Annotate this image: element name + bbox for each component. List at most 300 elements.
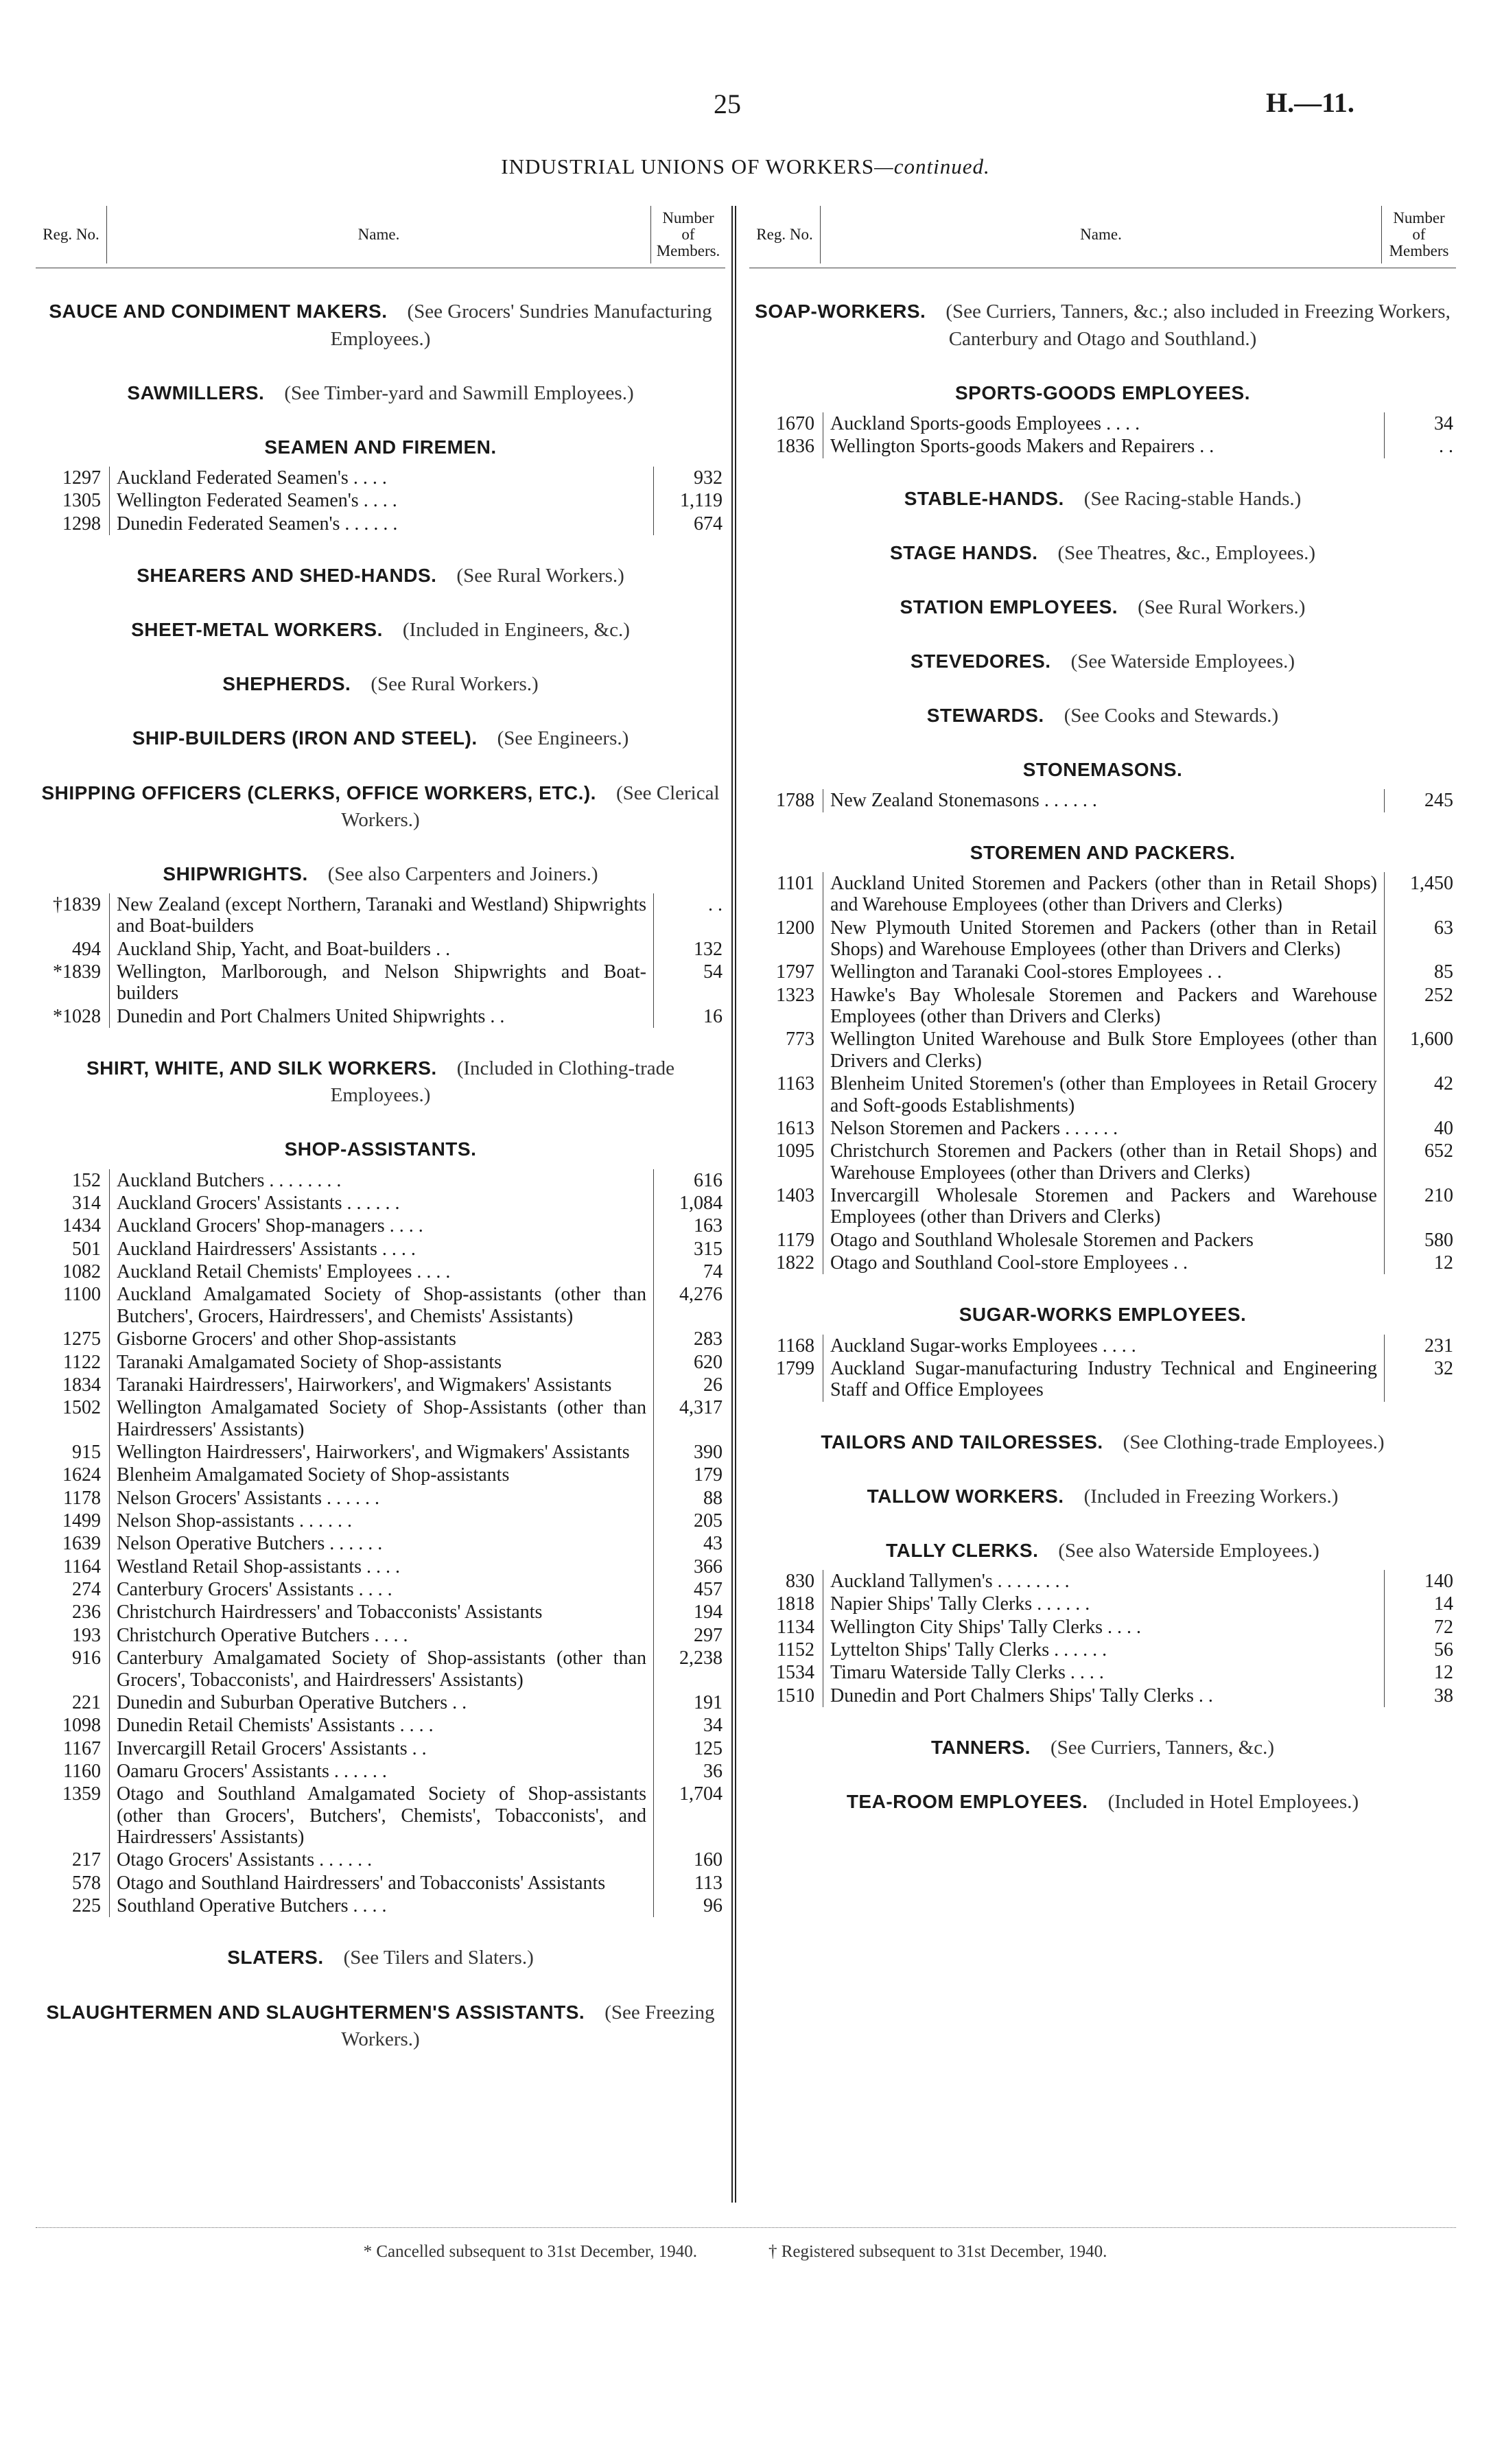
section-title xyxy=(749,648,1456,675)
section xyxy=(749,380,1456,458)
section-title xyxy=(36,780,725,834)
section-heading: SLAUGHTERMEN AND SLAUGHTERMEN'S ASSISTANTS. xyxy=(46,2001,585,2023)
union-name: Lyttelton Ships' Tally Clerks . . . . . . xyxy=(830,1639,1107,1661)
reg-number: 1818 xyxy=(749,1593,823,1615)
member-count: 63 xyxy=(1385,917,1457,961)
section-heading: STEWARDS. xyxy=(926,705,1044,727)
union-name: Timaru Waterside Tally Clerks . . . . xyxy=(830,1662,1104,1684)
section xyxy=(36,861,725,1028)
table-row xyxy=(749,984,1456,1029)
section-title xyxy=(749,540,1456,567)
reg-number: 1534 xyxy=(749,1661,823,1684)
section-title xyxy=(749,594,1456,621)
member-count: 42 xyxy=(1385,1072,1457,1117)
member-count: 194 xyxy=(654,1601,726,1623)
table-row xyxy=(749,1357,1456,1402)
section-title xyxy=(36,1055,725,1109)
section-title xyxy=(749,703,1456,729)
reg-number: 1297 xyxy=(36,467,110,489)
section-heading: TEA-ROOM EMPLOYEES. xyxy=(846,1791,1088,1813)
union-name: Blenheim Amalgamated Society of Shop-assistants xyxy=(117,1464,510,1486)
table-row xyxy=(749,1184,1456,1229)
member-count: 163 xyxy=(654,1215,726,1237)
section-title xyxy=(36,725,725,752)
member-count: 12 xyxy=(1385,1661,1457,1684)
reg-number: 1403 xyxy=(749,1184,823,1229)
table-row xyxy=(36,1441,725,1464)
union-name: New Plymouth United Storemen and Packers (other than in Retail Shops) and Warehouse Employees (other than Drivers and Clerks) xyxy=(830,917,1377,960)
union-name: Blenheim United Storemen's (other than Employees in Retail Grocery and Soft-goods Establishments) xyxy=(830,1073,1377,1116)
section xyxy=(749,840,1456,1275)
section-title xyxy=(749,840,1456,867)
reg-number: 1499 xyxy=(36,1510,110,1532)
member-count: 26 xyxy=(654,1374,726,1396)
reg-number: 1164 xyxy=(36,1556,110,1578)
section xyxy=(749,298,1456,352)
member-count: 4,317 xyxy=(654,1396,726,1441)
member-count: 132 xyxy=(654,938,726,961)
member-count: 12 xyxy=(1385,1252,1457,1274)
section-heading: SPORTS-GOODS EMPLOYEES. xyxy=(954,382,1250,403)
section-title xyxy=(36,1945,725,1971)
reg-number: 1275 xyxy=(36,1328,110,1350)
member-count: 1,450 xyxy=(1385,872,1457,917)
union-name: Dunedin and Port Chalmers Ships' Tally Clerks . . xyxy=(830,1685,1213,1706)
table-row xyxy=(36,1351,725,1374)
union-name: Wellington Federated Seamen's . . . . xyxy=(117,490,397,512)
member-count: 252 xyxy=(1385,984,1457,1029)
section-note: (See Timber-yard and Sawmill Employees.) xyxy=(284,382,634,404)
union-name: Auckland Ship, Yacht, and Boat-builders . . xyxy=(117,938,451,960)
reg-number: 1434 xyxy=(36,1215,110,1237)
column-divider xyxy=(731,206,736,2203)
table-row xyxy=(749,412,1456,435)
table-row xyxy=(749,789,1456,812)
section-title xyxy=(749,757,1456,784)
union-name: Otago and Southland Amalgamated Society of Shop-assistants (other than Grocers', Butchers', Chemists', Tobacconists', and Hairdressers' Assistants) xyxy=(117,1783,646,1849)
section-note: (See Grocers' Sundries Manufacturing Employees.) xyxy=(330,301,712,350)
member-count: 160 xyxy=(654,1849,726,1871)
section-title xyxy=(36,434,725,461)
reg-number: 578 xyxy=(36,1872,110,1894)
table-row xyxy=(36,1215,725,1237)
section-heading: SLATERS. xyxy=(227,1947,324,1969)
section-note: (See Rural Workers.) xyxy=(1138,596,1306,618)
reg-number: *1028 xyxy=(36,1005,110,1028)
table-row xyxy=(749,435,1456,458)
name-header: Name. xyxy=(821,206,1382,263)
table-row xyxy=(36,1578,725,1601)
section-title xyxy=(36,861,725,888)
union-name: Hawke's Bay Wholesale Storemen and Packers and Warehouse Employees (other than Drivers and Clerks) xyxy=(830,984,1377,1028)
union-name: Taranaki Hairdressers', Hairworkers', and Wigmakers' Assistants xyxy=(117,1374,612,1396)
table-row xyxy=(36,1894,725,1917)
union-name: Christchurch Operative Butchers . . . . xyxy=(117,1624,408,1646)
table-row xyxy=(36,1192,725,1215)
union-table xyxy=(36,893,725,1028)
page-number: 25 xyxy=(714,89,741,119)
reg-number: *1839 xyxy=(36,961,110,1005)
left-column xyxy=(36,206,725,2080)
reg-number: 1834 xyxy=(36,1374,110,1396)
footnote-registered: † Registered subsequent to 31st December, 1940. xyxy=(768,2242,1107,2261)
section-title xyxy=(36,1136,725,1163)
reg-number: 501 xyxy=(36,1238,110,1260)
table-row xyxy=(36,1464,725,1486)
members-header: Number of Members. xyxy=(656,209,720,260)
union-name: Napier Ships' Tally Clerks . . . . . . xyxy=(830,1593,1090,1615)
union-name: Taranaki Amalgamated Society of Shop-assistants xyxy=(117,1351,502,1373)
member-count: 85 xyxy=(1385,961,1457,983)
section-heading: STABLE-HANDS. xyxy=(904,487,1064,509)
member-count: 390 xyxy=(654,1441,726,1464)
section-note: (See Freezing Workers.) xyxy=(341,2001,715,2050)
section xyxy=(749,1538,1456,1707)
member-count: 210 xyxy=(1385,1184,1457,1229)
member-count: 72 xyxy=(1385,1616,1457,1639)
union-name: Auckland Grocers' Shop-managers . . . . xyxy=(117,1215,423,1237)
union-name: Wellington Sports-goods Makers and Repairers . . xyxy=(830,436,1214,458)
section-heading: SAUCE AND CONDIMENT MAKERS. xyxy=(49,301,388,322)
section-heading: SHOP-ASSISTANTS. xyxy=(284,1138,477,1160)
section-note: (See Curriers, Tanners, &c.) xyxy=(1050,1737,1275,1759)
table-row xyxy=(749,1252,1456,1274)
section xyxy=(36,671,725,698)
member-count: 34 xyxy=(654,1714,726,1737)
table-row xyxy=(36,1556,725,1578)
section-note: (See Clothing-trade Employees.) xyxy=(1123,1431,1385,1453)
table-row xyxy=(36,1510,725,1532)
section xyxy=(36,1136,725,1917)
table-row xyxy=(36,1396,725,1441)
section-heading: STOREMEN AND PACKERS. xyxy=(970,841,1236,863)
union-name: Dunedin and Suburban Operative Butchers . . xyxy=(117,1691,467,1713)
reg-number: 1122 xyxy=(36,1351,110,1374)
section-title xyxy=(749,1735,1456,1761)
section-title xyxy=(749,1429,1456,1456)
section-note: (See Clerical Workers.) xyxy=(341,782,720,831)
reg-number: 1298 xyxy=(36,513,110,535)
union-name: Auckland Sugar-manufacturing Industry Technical and Engineering Staff and Office Employees xyxy=(830,1357,1377,1401)
section-note: (See also Carpenters and Joiners.) xyxy=(327,863,598,885)
table-row xyxy=(36,1624,725,1647)
member-count: 674 xyxy=(654,513,726,535)
section xyxy=(36,1945,725,1971)
section-note: (See Rural Workers.) xyxy=(456,565,624,587)
section xyxy=(749,648,1456,675)
union-name: Christchurch Storemen and Packers (other than in Retail Shops) and Warehouse Employees (other than Drivers and Clerks) xyxy=(830,1140,1377,1184)
table-row xyxy=(36,1169,725,1192)
reg-number: †1839 xyxy=(36,893,110,938)
section xyxy=(749,757,1456,812)
member-count: 1,704 xyxy=(654,1783,726,1849)
member-count: 34 xyxy=(1385,412,1457,435)
union-name: Nelson Shop-assistants . . . . . . xyxy=(117,1510,352,1532)
section-title xyxy=(36,298,725,352)
member-count: 297 xyxy=(654,1624,726,1647)
section xyxy=(749,1302,1456,1401)
reg-number: 830 xyxy=(749,1570,823,1593)
union-name: Otago and Southland Cool-store Employees . . xyxy=(830,1252,1188,1274)
union-table xyxy=(36,467,725,535)
section-heading: SOAP-WORKERS. xyxy=(755,301,926,322)
section xyxy=(36,725,725,752)
section-heading: SHIPWRIGHTS. xyxy=(163,863,308,884)
section-title xyxy=(36,671,725,698)
member-count: 74 xyxy=(654,1260,726,1283)
table-row xyxy=(749,1593,1456,1615)
reg-number: 1323 xyxy=(749,984,823,1029)
table-row xyxy=(36,1760,725,1783)
section-title xyxy=(36,563,725,589)
member-count: 140 xyxy=(1385,1570,1457,1593)
reg-no-header: Reg. No. xyxy=(749,206,821,263)
right-column xyxy=(749,206,1456,1843)
table-row xyxy=(36,961,725,1005)
reg-number: 217 xyxy=(36,1849,110,1871)
section xyxy=(749,486,1456,513)
member-count: 457 xyxy=(654,1578,726,1601)
section-heading: STATION EMPLOYEES. xyxy=(900,596,1118,618)
member-count: 580 xyxy=(1385,1229,1457,1252)
section-note: (See Racing-stable Hands.) xyxy=(1083,487,1302,510)
union-name: Otago and Southland Wholesale Storemen and Packers xyxy=(830,1229,1254,1251)
table-row xyxy=(36,1532,725,1555)
section-heading: TALLY CLERKS. xyxy=(886,1539,1039,1561)
table-row xyxy=(749,1028,1456,1072)
member-count: 205 xyxy=(654,1510,726,1532)
table-row xyxy=(749,872,1456,917)
union-name: Otago and Southland Hairdressers' and Tobacconists' Assistants xyxy=(117,1872,606,1894)
union-name: Westland Retail Shop-assistants . . . . xyxy=(117,1556,401,1577)
union-table xyxy=(36,1169,725,1918)
section xyxy=(749,594,1456,621)
reg-number: 193 xyxy=(36,1624,110,1647)
section xyxy=(749,540,1456,567)
section-title xyxy=(36,1999,725,2053)
section-heading: SHIRT, WHITE, AND SILK WORKERS. xyxy=(86,1057,437,1079)
section xyxy=(749,1735,1456,1761)
section-title xyxy=(749,298,1456,352)
table-row xyxy=(36,1737,725,1760)
footnote-cancelled: * Cancelled subsequent to 31st December, 1940. xyxy=(363,2242,697,2261)
table-row xyxy=(36,489,725,512)
member-count: 366 xyxy=(654,1556,726,1578)
member-count: 231 xyxy=(1385,1335,1457,1357)
section-heading: TALLOW WORKERS. xyxy=(867,1485,1064,1507)
section-heading: STEVEDORES. xyxy=(910,650,1051,672)
member-count: 40 xyxy=(1385,1117,1457,1140)
table-row xyxy=(36,1647,725,1691)
reg-number: 1502 xyxy=(36,1396,110,1441)
union-name: Wellington Amalgamated Society of Shop-Assistants (other than Hairdressers' Assistants) xyxy=(117,1397,646,1440)
table-row xyxy=(749,961,1456,983)
member-count: . . xyxy=(1385,435,1457,458)
section xyxy=(36,298,725,352)
union-name: Wellington City Ships' Tally Clerks . . . . xyxy=(830,1616,1141,1638)
section-note: (Included in Freezing Workers.) xyxy=(1083,1485,1339,1507)
left-table-header xyxy=(36,206,725,263)
table-row xyxy=(749,1072,1456,1117)
reg-number: 1200 xyxy=(749,917,823,961)
member-count: 14 xyxy=(1385,1593,1457,1615)
reg-number: 1624 xyxy=(36,1464,110,1486)
reg-number: 1799 xyxy=(749,1357,823,1402)
union-name: Christchurch Hairdressers' and Tobacconists' Assistants xyxy=(117,1601,543,1623)
section-title xyxy=(36,617,725,644)
reg-number: 1178 xyxy=(36,1487,110,1510)
union-name: Auckland Sports-goods Employees . . . . xyxy=(830,412,1140,434)
union-name: Canterbury Grocers' Assistants . . . . xyxy=(117,1579,392,1601)
table-row xyxy=(36,467,725,489)
section-heading: SHIPPING OFFICERS (CLERKS, OFFICE WORKERS, ETC.). xyxy=(41,782,596,803)
table-row xyxy=(36,1849,725,1871)
reg-number: 1822 xyxy=(749,1252,823,1274)
reg-number: 1797 xyxy=(749,961,823,983)
union-name: Auckland Hairdressers' Assistants . . . . xyxy=(117,1238,416,1260)
union-name: Auckland Amalgamated Society of Shop-assistants (other than Butchers', Grocers, Hairdressers', and Chemists' Assistants) xyxy=(117,1284,646,1327)
reg-number: 915 xyxy=(36,1441,110,1464)
union-name: Nelson Storemen and Packers . . . . . . xyxy=(830,1117,1118,1139)
reg-number: 1788 xyxy=(749,789,823,812)
member-count: 43 xyxy=(654,1532,726,1555)
table-row xyxy=(36,893,725,938)
member-count: 36 xyxy=(654,1760,726,1783)
section-heading: SHEPHERDS. xyxy=(222,673,351,695)
union-name: Nelson Grocers' Assistants . . . . . . xyxy=(117,1487,380,1509)
member-count: 38 xyxy=(1385,1685,1457,1707)
reg-number: 1152 xyxy=(749,1639,823,1661)
table-row xyxy=(749,1661,1456,1684)
table-row xyxy=(36,1283,725,1328)
reg-number: 1100 xyxy=(36,1283,110,1328)
reg-number: 225 xyxy=(36,1894,110,1917)
member-count: 113 xyxy=(654,1872,726,1894)
union-name: Auckland Tallymen's . . . . . . . . xyxy=(830,1571,1070,1593)
union-name: Dunedin and Port Chalmers United Shipwrights . . xyxy=(117,1005,505,1027)
union-name: Auckland Butchers . . . . . . . . xyxy=(117,1169,342,1191)
member-count: 315 xyxy=(654,1238,726,1260)
table-row xyxy=(36,1005,725,1028)
reg-number: 1639 xyxy=(36,1532,110,1555)
reg-number: 1168 xyxy=(749,1335,823,1357)
union-table xyxy=(749,1570,1456,1707)
reg-number: 1670 xyxy=(749,412,823,435)
section xyxy=(36,434,725,535)
union-name: Wellington Hairdressers', Hairworkers', and Wigmakers' Assistants xyxy=(117,1441,630,1463)
reg-number: 494 xyxy=(36,938,110,961)
union-name: Invercargill Wholesale Storemen and Packers and Warehouse Employees (other than Drivers and Clerks) xyxy=(830,1184,1377,1228)
table-row xyxy=(36,1783,725,1849)
section-title xyxy=(749,486,1456,513)
section-heading: SHEET-METAL WORKERS. xyxy=(131,619,383,641)
reg-number: 236 xyxy=(36,1601,110,1623)
union-name: Gisborne Grocers' and other Shop-assistants xyxy=(117,1328,456,1350)
member-count: 54 xyxy=(654,961,726,1005)
section-heading: SHIP-BUILDERS (IRON AND STEEL). xyxy=(132,727,478,749)
reg-number: 1510 xyxy=(749,1685,823,1707)
left-sections xyxy=(36,298,725,2052)
union-name: Southland Operative Butchers . . . . xyxy=(117,1895,387,1917)
union-table xyxy=(749,789,1456,812)
reg-number: 1160 xyxy=(36,1760,110,1783)
section-note: (See also Waterside Employees.) xyxy=(1058,1539,1319,1562)
section xyxy=(749,1483,1456,1510)
reg-number: 1095 xyxy=(749,1140,823,1184)
union-name: Canterbury Amalgamated Society of Shop-assistants (other than Grocers', Tobacconists', and Hairdressers' Assistants) xyxy=(117,1647,646,1691)
section-heading: SEAMEN AND FIREMEN. xyxy=(264,436,497,458)
member-count: 932 xyxy=(654,467,726,489)
section xyxy=(36,380,725,407)
name-header: Name. xyxy=(107,206,651,263)
union-name: Wellington and Taranaki Cool-stores Employees . . xyxy=(830,961,1222,983)
reg-no-header: Reg. No. xyxy=(36,206,107,263)
member-count: 16 xyxy=(654,1005,726,1028)
table-row xyxy=(36,1260,725,1283)
member-count: . . xyxy=(654,893,726,938)
union-name: Auckland Sugar-works Employees . . . . xyxy=(830,1335,1136,1357)
reg-number: 1101 xyxy=(749,872,823,917)
member-count: 56 xyxy=(1385,1639,1457,1661)
union-name: Wellington, Marlborough, and Nelson Shipwrights and Boat-builders xyxy=(117,961,646,1005)
union-name: Nelson Operative Butchers . . . . . . xyxy=(117,1533,383,1555)
reg-number: 1098 xyxy=(36,1714,110,1737)
section xyxy=(749,1789,1456,1816)
section-note: (Included in Engineers, &c.) xyxy=(402,619,630,642)
section-heading: SUGAR-WORKS EMPLOYEES. xyxy=(959,1304,1247,1326)
table-row xyxy=(36,513,725,535)
member-count: 191 xyxy=(654,1691,726,1714)
member-count: 620 xyxy=(654,1351,726,1374)
union-name: Dunedin Retail Chemists' Assistants . . . . xyxy=(117,1715,434,1737)
reg-number: 1134 xyxy=(749,1616,823,1639)
reg-number: 1082 xyxy=(36,1260,110,1283)
section xyxy=(36,780,725,834)
table-row xyxy=(36,1238,725,1260)
union-name: Auckland Federated Seamen's . . . . xyxy=(117,467,387,489)
reg-number: 1305 xyxy=(36,489,110,512)
reg-number: 1167 xyxy=(36,1737,110,1760)
section-note: (See Tilers and Slaters.) xyxy=(343,1947,534,1969)
union-name: Invercargill Retail Grocers' Assistants . . xyxy=(117,1737,427,1759)
union-name: Auckland Retail Chemists' Employees . . . . xyxy=(117,1261,451,1283)
section-note: (Included in Clothing-trade Employees.) xyxy=(330,1057,674,1107)
section xyxy=(749,1429,1456,1456)
member-count: 1,600 xyxy=(1385,1028,1457,1072)
section-note: (See Theatres, &c., Employees.) xyxy=(1057,541,1316,564)
section-title xyxy=(749,380,1456,407)
member-count: 245 xyxy=(1385,789,1457,812)
running-title-suffix: —continued. xyxy=(874,154,990,178)
member-count: 32 xyxy=(1385,1357,1457,1402)
union-name: Dunedin Federated Seamen's . . . . . . xyxy=(117,513,398,535)
section xyxy=(36,563,725,589)
reg-number: 314 xyxy=(36,1192,110,1215)
reg-number: 274 xyxy=(36,1578,110,1601)
table-row xyxy=(749,1639,1456,1661)
table-row xyxy=(749,1140,1456,1184)
table-row xyxy=(749,1685,1456,1707)
union-table xyxy=(749,412,1456,458)
section xyxy=(36,1055,725,1109)
section-note: (See Rural Workers.) xyxy=(371,673,539,696)
union-name: Wellington United Warehouse and Bulk Store Employees (other than Drivers and Clerks) xyxy=(830,1029,1377,1072)
right-sections xyxy=(749,298,1456,1816)
section-heading: STAGE HANDS. xyxy=(889,541,1038,563)
table-row xyxy=(749,917,1456,961)
footnote-rule xyxy=(36,2227,1456,2228)
section-note: (See Waterside Employees.) xyxy=(1070,650,1295,672)
